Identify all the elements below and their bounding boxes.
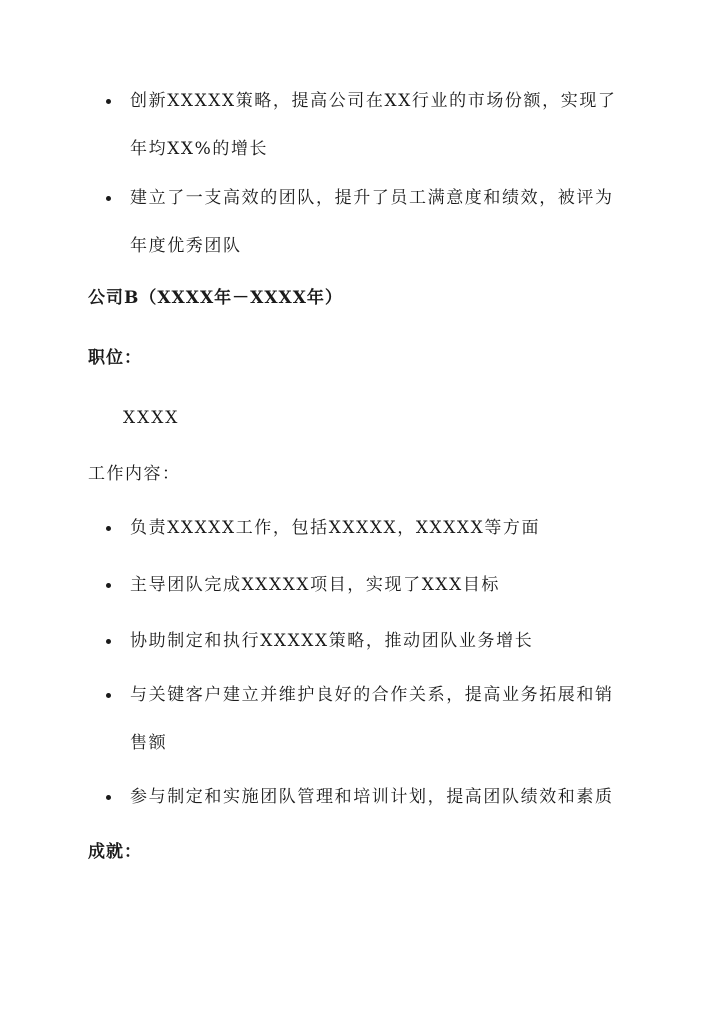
position-label: 职位： [88,348,142,368]
bullet-dot-icon [106,196,111,201]
bullet-text: 主导团队完成XXXXX项目，实现了XXX目标 [130,575,501,595]
bullet-dot-icon [106,583,111,588]
achievements-label: 成就： [88,842,142,862]
bullet-dot-icon [106,99,111,104]
bullet-text: 建立了一支高效的团队，提升了员工满意度和绩效，被评为年度优秀团队 [130,188,614,256]
bullet-dot-icon [106,526,111,531]
bullet-text: 与关键客户建立并维护良好的合作关系，提高业务拓展和销售额 [130,685,614,753]
bullet-dot-icon [106,693,111,698]
bullet-text: 负责XXXXX工作，包括XXXXX，XXXXX等方面 [130,518,541,538]
bullet-text: 参与制定和实施团队管理和培训计划，提高团队绩效和素质 [130,787,614,807]
company-heading: 公司B（XXXX年－XXXX年） [88,288,343,308]
bullet-dot-icon [106,795,111,800]
bullet-text: 协助制定和执行XXXXX策略，推动团队业务增长 [130,631,534,651]
bullet-dot-icon [106,639,111,644]
work-content-label: 工作内容： [88,464,181,484]
position-value: XXXX [123,408,180,428]
bullet-text: 创新XXXXX策略，提高公司在XX行业的市场份额，实现了年均XX%的增长 [130,91,617,159]
